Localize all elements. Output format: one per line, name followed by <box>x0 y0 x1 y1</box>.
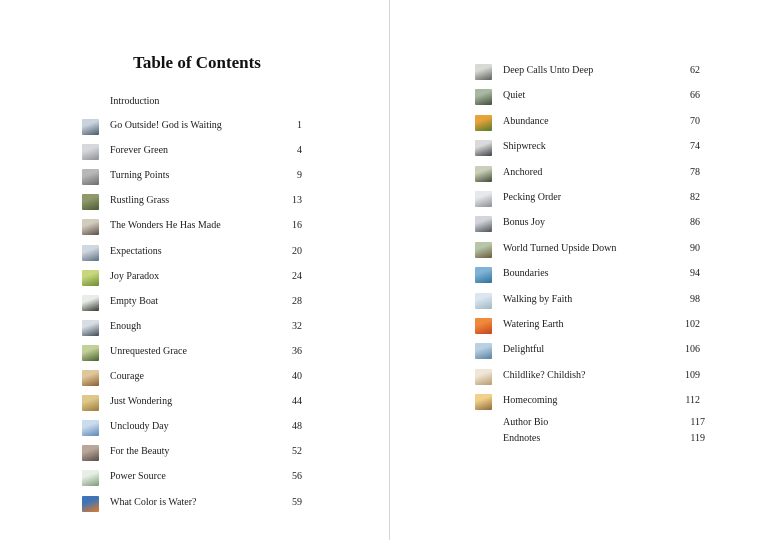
toc-entry[interactable] <box>0 269 390 289</box>
thumbnail-image <box>475 293 492 309</box>
toc-entry-label: Shipwreck <box>503 141 546 153</box>
toc-entry-page-number: 117 <box>690 417 705 428</box>
toc-entry[interactable] <box>0 168 390 188</box>
thumbnail-image <box>475 267 492 283</box>
thumbnail-image <box>475 318 492 334</box>
page-title: Table of Contents <box>133 53 261 72</box>
toc-entry[interactable] <box>0 319 390 339</box>
toc-entry-label: Quiet <box>503 90 526 102</box>
toc-entry-label: Rustling Grass <box>110 195 170 207</box>
toc-entry-label: Go Outside! God is Waiting <box>110 120 222 131</box>
toc-entry-label: For the Beauty <box>110 446 170 458</box>
toc-entry[interactable] <box>0 143 390 163</box>
toc-entry-page-number: 40 <box>292 371 302 382</box>
toc-entry-label: World Turned Upside Down <box>503 242 617 254</box>
toc-entry-label: Enough <box>110 320 142 332</box>
toc-entry-page-number: 32 <box>292 320 302 332</box>
toc-entry-page-number: 48 <box>292 421 302 433</box>
toc-entry-label: What Color is Water? <box>110 496 197 508</box>
thumbnail-image <box>475 191 492 207</box>
toc-entry-label: Bonus Joy <box>503 217 545 229</box>
toc-entry[interactable] <box>0 344 390 364</box>
toc-entry-label: Empty Boat <box>110 295 159 307</box>
toc-entry-page-number: 59 <box>292 496 302 508</box>
toc-entry[interactable] <box>390 114 780 134</box>
toc-entry-page-number: 94 <box>690 268 700 280</box>
toc-entry-page-number: 44 <box>292 396 302 408</box>
thumbnail-image <box>82 395 99 411</box>
toc-entry-page-number: 119 <box>690 433 705 444</box>
toc-entry-label: Courage <box>110 371 144 382</box>
toc-entry-page-number: 24 <box>292 270 302 282</box>
thumbnail-image <box>82 169 99 185</box>
thumbnail-image <box>82 320 99 336</box>
toc-entry-page-number: 74 <box>690 141 700 153</box>
toc-entry-page-number: 4 <box>297 145 302 157</box>
thumbnail-image <box>82 245 99 261</box>
thumbnail-image <box>82 144 99 160</box>
toc-entry[interactable] <box>0 118 390 138</box>
toc-entry[interactable] <box>0 419 390 439</box>
thumbnail-image <box>82 270 99 286</box>
toc-entry-label: Abundance <box>503 115 549 127</box>
thumbnail-image <box>82 295 99 311</box>
toc-entry-label: Introduction <box>110 96 160 107</box>
toc-entry-label: Deep Calls Unto Deep <box>503 65 594 76</box>
toc-entry-page-number: 16 <box>292 220 302 232</box>
toc-entry[interactable] <box>0 394 390 414</box>
thumbnail-image <box>475 140 492 156</box>
toc-entry-label: Delightful <box>503 344 545 356</box>
thumbnail-image <box>475 242 492 258</box>
thumbnail-image <box>82 194 99 210</box>
toc-entry-label: Expectations <box>110 245 162 257</box>
thumbnail-image <box>475 64 492 80</box>
toc-entry[interactable] <box>390 241 780 261</box>
toc-entry-label: Boundaries <box>503 268 549 280</box>
toc-entry-page-number: 52 <box>292 446 302 458</box>
thumbnail-image <box>82 219 99 235</box>
toc-entry-label: Pecking Order <box>503 192 562 203</box>
thumbnail-image <box>475 216 492 232</box>
toc-entry-page-number: 1 <box>297 120 302 131</box>
toc-entry[interactable] <box>0 244 390 264</box>
thumbnail-image <box>82 119 99 135</box>
toc-entry-page-number: 112 <box>685 395 700 407</box>
thumbnail-image <box>82 445 99 461</box>
toc-entry-label: Author Bio <box>503 417 549 428</box>
toc-entry-label: Power Source <box>110 471 166 483</box>
toc-entry[interactable] <box>0 469 390 489</box>
thumbnail-image <box>82 420 99 436</box>
toc-entry[interactable] <box>390 266 780 286</box>
thumbnail-image <box>82 470 99 486</box>
toc-entry-label: Turning Points <box>110 170 170 182</box>
toc-entry-label: Unrequested Grace <box>110 345 187 357</box>
thumbnail-image <box>475 166 492 182</box>
toc-entry[interactable] <box>390 431 780 451</box>
toc-entry[interactable] <box>0 495 390 515</box>
thumbnail-image <box>82 370 99 386</box>
toc-entry[interactable] <box>390 139 780 159</box>
toc-entry-label: Homecoming <box>503 395 558 407</box>
toc-entry-page-number: 86 <box>690 217 700 229</box>
toc-entry[interactable] <box>0 193 390 213</box>
toc-entry-label: Joy Paradox <box>110 270 160 282</box>
toc-entry-label: Watering Earth <box>503 319 564 330</box>
toc-entry-label: Walking by Faith <box>503 293 573 305</box>
toc-entry-label: The Wonders He Has Made <box>110 220 221 232</box>
toc-entry-page-number: 66 <box>690 90 700 102</box>
toc-entry[interactable] <box>390 292 780 312</box>
toc-entry-label: Endnotes <box>503 433 541 444</box>
toc-entry-page-number: 56 <box>292 471 302 483</box>
toc-entry-label: Just Wondering <box>110 396 173 408</box>
toc-entry[interactable] <box>390 165 780 185</box>
thumbnail-image <box>475 343 492 359</box>
right-page <box>390 0 780 540</box>
toc-entry[interactable] <box>390 88 780 108</box>
thumbnail-image <box>82 345 99 361</box>
toc-entry-page-number: 109 <box>685 369 700 381</box>
toc-entry-page-number: 13 <box>292 195 302 207</box>
toc-entry-page-number: 78 <box>690 166 700 178</box>
toc-entry-label: Childlike? Childish? <box>503 369 586 381</box>
toc-entry-page-number: 98 <box>690 293 700 305</box>
thumbnail-image <box>82 496 99 512</box>
toc-entry-page-number: 90 <box>690 242 700 254</box>
toc-entry-page-number: 36 <box>292 345 302 357</box>
thumbnail-image <box>475 115 492 131</box>
toc-entry-page-number: 70 <box>690 115 700 127</box>
toc-entry-page-number: 102 <box>685 319 700 330</box>
left-page <box>0 0 389 540</box>
toc-entry[interactable] <box>390 63 780 83</box>
toc-entry-page-number: 106 <box>685 344 700 356</box>
thumbnail-image <box>475 394 492 410</box>
toc-entry-label: Anchored <box>503 166 543 178</box>
toc-entry[interactable] <box>390 190 780 210</box>
toc-entry-page-number: 82 <box>690 192 700 203</box>
toc-entry-page-number: 20 <box>292 245 302 257</box>
thumbnail-image <box>475 369 492 385</box>
toc-entry[interactable] <box>0 294 390 314</box>
toc-entry[interactable] <box>390 368 780 388</box>
toc-entry-page-number: 28 <box>292 295 302 307</box>
toc-entry[interactable] <box>0 444 390 464</box>
toc-entry-page-number: 9 <box>297 170 302 182</box>
toc-entry[interactable] <box>0 369 390 389</box>
toc-entry[interactable] <box>390 342 780 362</box>
toc-entry-page-number: 62 <box>690 65 700 76</box>
toc-entry[interactable] <box>390 317 780 337</box>
toc-entry-label: Forever Green <box>110 145 169 157</box>
toc-entry[interactable] <box>390 393 780 413</box>
toc-entry-label: Uncloudy Day <box>110 421 169 433</box>
toc-entry[interactable] <box>390 215 780 235</box>
toc-entry[interactable] <box>0 218 390 238</box>
thumbnail-image <box>475 89 492 105</box>
